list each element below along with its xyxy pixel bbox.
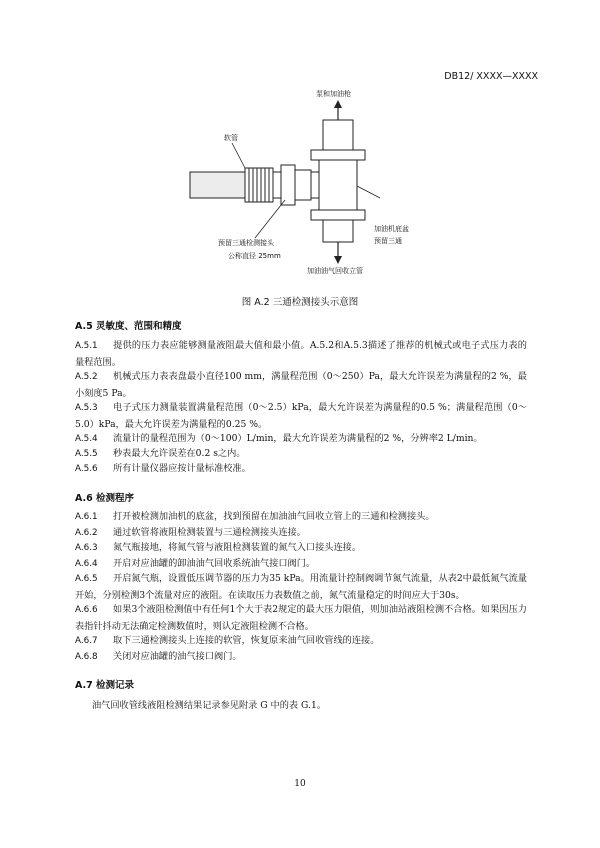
- item-text: 所有计量仪器应按计量标准校准。: [113, 463, 251, 474]
- paragraph-a6-7: [75, 633, 527, 650]
- item-number: A.6.5: [75, 574, 98, 584]
- item-text: 开启对应油罐的卸油油气回收系统油气接口阀门。: [113, 558, 316, 569]
- item-number: A.6.8: [75, 652, 98, 662]
- item-number: A.5.3: [75, 403, 98, 413]
- item-text: 取下三通检测接头上连接的软管，恢复原来油气回收管线的连接。: [113, 635, 380, 646]
- item-number: A.6.3: [75, 543, 98, 553]
- label-hose: 软管: [224, 134, 238, 142]
- section-heading-a6: A.6 检测程序: [75, 493, 135, 504]
- paragraph-a6-1: [75, 509, 527, 526]
- item-number: A.5.6: [75, 464, 98, 474]
- item-number: A.5.4: [75, 434, 98, 444]
- paragraph-a7: 油气回收管线液阻检测结果记录参见附录 G 中的表 G.1。: [92, 700, 327, 711]
- paragraph-a5-6: [75, 461, 527, 478]
- arrow-down-icon: [334, 256, 342, 264]
- item-number: A.5.5: [75, 449, 98, 459]
- label-vapor-pipe: 加油油气回收立管: [307, 267, 363, 275]
- item-text: 流量计的量程范围为（0～100）L/min，最大允许误差为满量程的2 %，分辨率2 L/min。: [113, 433, 483, 444]
- item-number: A.6.7: [75, 636, 98, 646]
- paragraph-a5-1: [75, 338, 527, 370]
- item-text: 机械式压力表表盘最小直径100 mm，满量程范围（0～250）Pa，最大允许误差为满量程的2 %，最小刻度5 Pa。: [75, 371, 527, 399]
- tee-joint-diagram: [0, 0, 600, 300]
- item-text: 通过软管将液阻检测装置与三通检测接头连接。: [113, 527, 306, 538]
- item-number: A.5.1: [75, 341, 98, 351]
- item-number: A.6.2: [75, 528, 98, 538]
- label-dispenser: 加油机底盆: [374, 225, 409, 233]
- item-text: 打开被检测加油机的底盆，找到预留在加油油气回收立管上的三通和检测接头。: [113, 511, 435, 522]
- paragraph-a6-5: [75, 571, 527, 603]
- item-text: 秒表最大允许误差在0.2 s之内。: [113, 448, 246, 459]
- section-heading-a7: A.7 检测记录: [75, 680, 135, 691]
- paragraph-a6-6: [75, 602, 527, 634]
- paragraph-a5-2: [75, 369, 527, 401]
- paragraph-a6-3: [75, 540, 527, 557]
- connector-threads: [245, 165, 311, 205]
- paragraph-a6-8: [75, 649, 527, 666]
- figure-caption: 图 A.2 三通检测接头示意图: [241, 297, 359, 308]
- item-text: 关闭对应油罐的油气接口阀门。: [113, 651, 242, 662]
- item-number: A.5.2: [75, 372, 98, 382]
- arrow-up-icon: [334, 100, 342, 108]
- page-number: 10: [294, 779, 306, 789]
- tee-branch: [311, 172, 319, 198]
- label-tee-joint: 预留三通检测接头: [218, 239, 274, 247]
- item-number: A.6.4: [75, 559, 98, 569]
- item-text: 开启氮气瓶，设置低压调节器的压力为35 kPa。用流量计控制阀调节氮气流量，从表2中最低氮气流量开始，分别检测3个流量对应的液阻。在读取压力表数值之前，氮气流量稳定的时间应大于30s。: [75, 573, 527, 601]
- item-text: 电子式压力测量装置满量程范围（0～2.5）kPa，最大允许误差为满量程的0.5 %；满量程范围（0～5.0）kPa，最大允许误差为满量程的0.25 %。: [75, 402, 527, 430]
- item-number: A.6.1: [75, 512, 98, 522]
- item-number: A.6.6: [75, 605, 98, 615]
- item-text: 提供的压力表应能够测量液阻最大值和最小值。A.5.2和A.5.3描述了推荐的机械式或电子式压力表的量程范围。: [75, 340, 527, 368]
- section-heading-a5: A.5 灵敏度、范围和精度: [75, 321, 182, 332]
- hose-shape: [190, 172, 245, 198]
- tee-joint-figure: [0, 0, 600, 300]
- label-pump: 泵和加油枪: [316, 90, 351, 98]
- paragraph-a5-3: [75, 400, 527, 432]
- document-code: DB12/ XXXX—XXXX: [444, 71, 538, 82]
- item-text: 如果3个液阻检测值中有任何1个大于表2规定的最大压力限值，则加油站液阻检测不合格。如果因压力表指针抖动无法确定检测数值时，则认定液阻检测不合格。: [75, 604, 527, 632]
- label-diameter: 公称直径 25mm: [228, 252, 281, 260]
- label-reserved-tee: 预留三通: [374, 237, 402, 245]
- item-text: 氮气瓶接地，将氮气管与液阻检测装置的氮气入口接头连接。: [113, 542, 362, 553]
